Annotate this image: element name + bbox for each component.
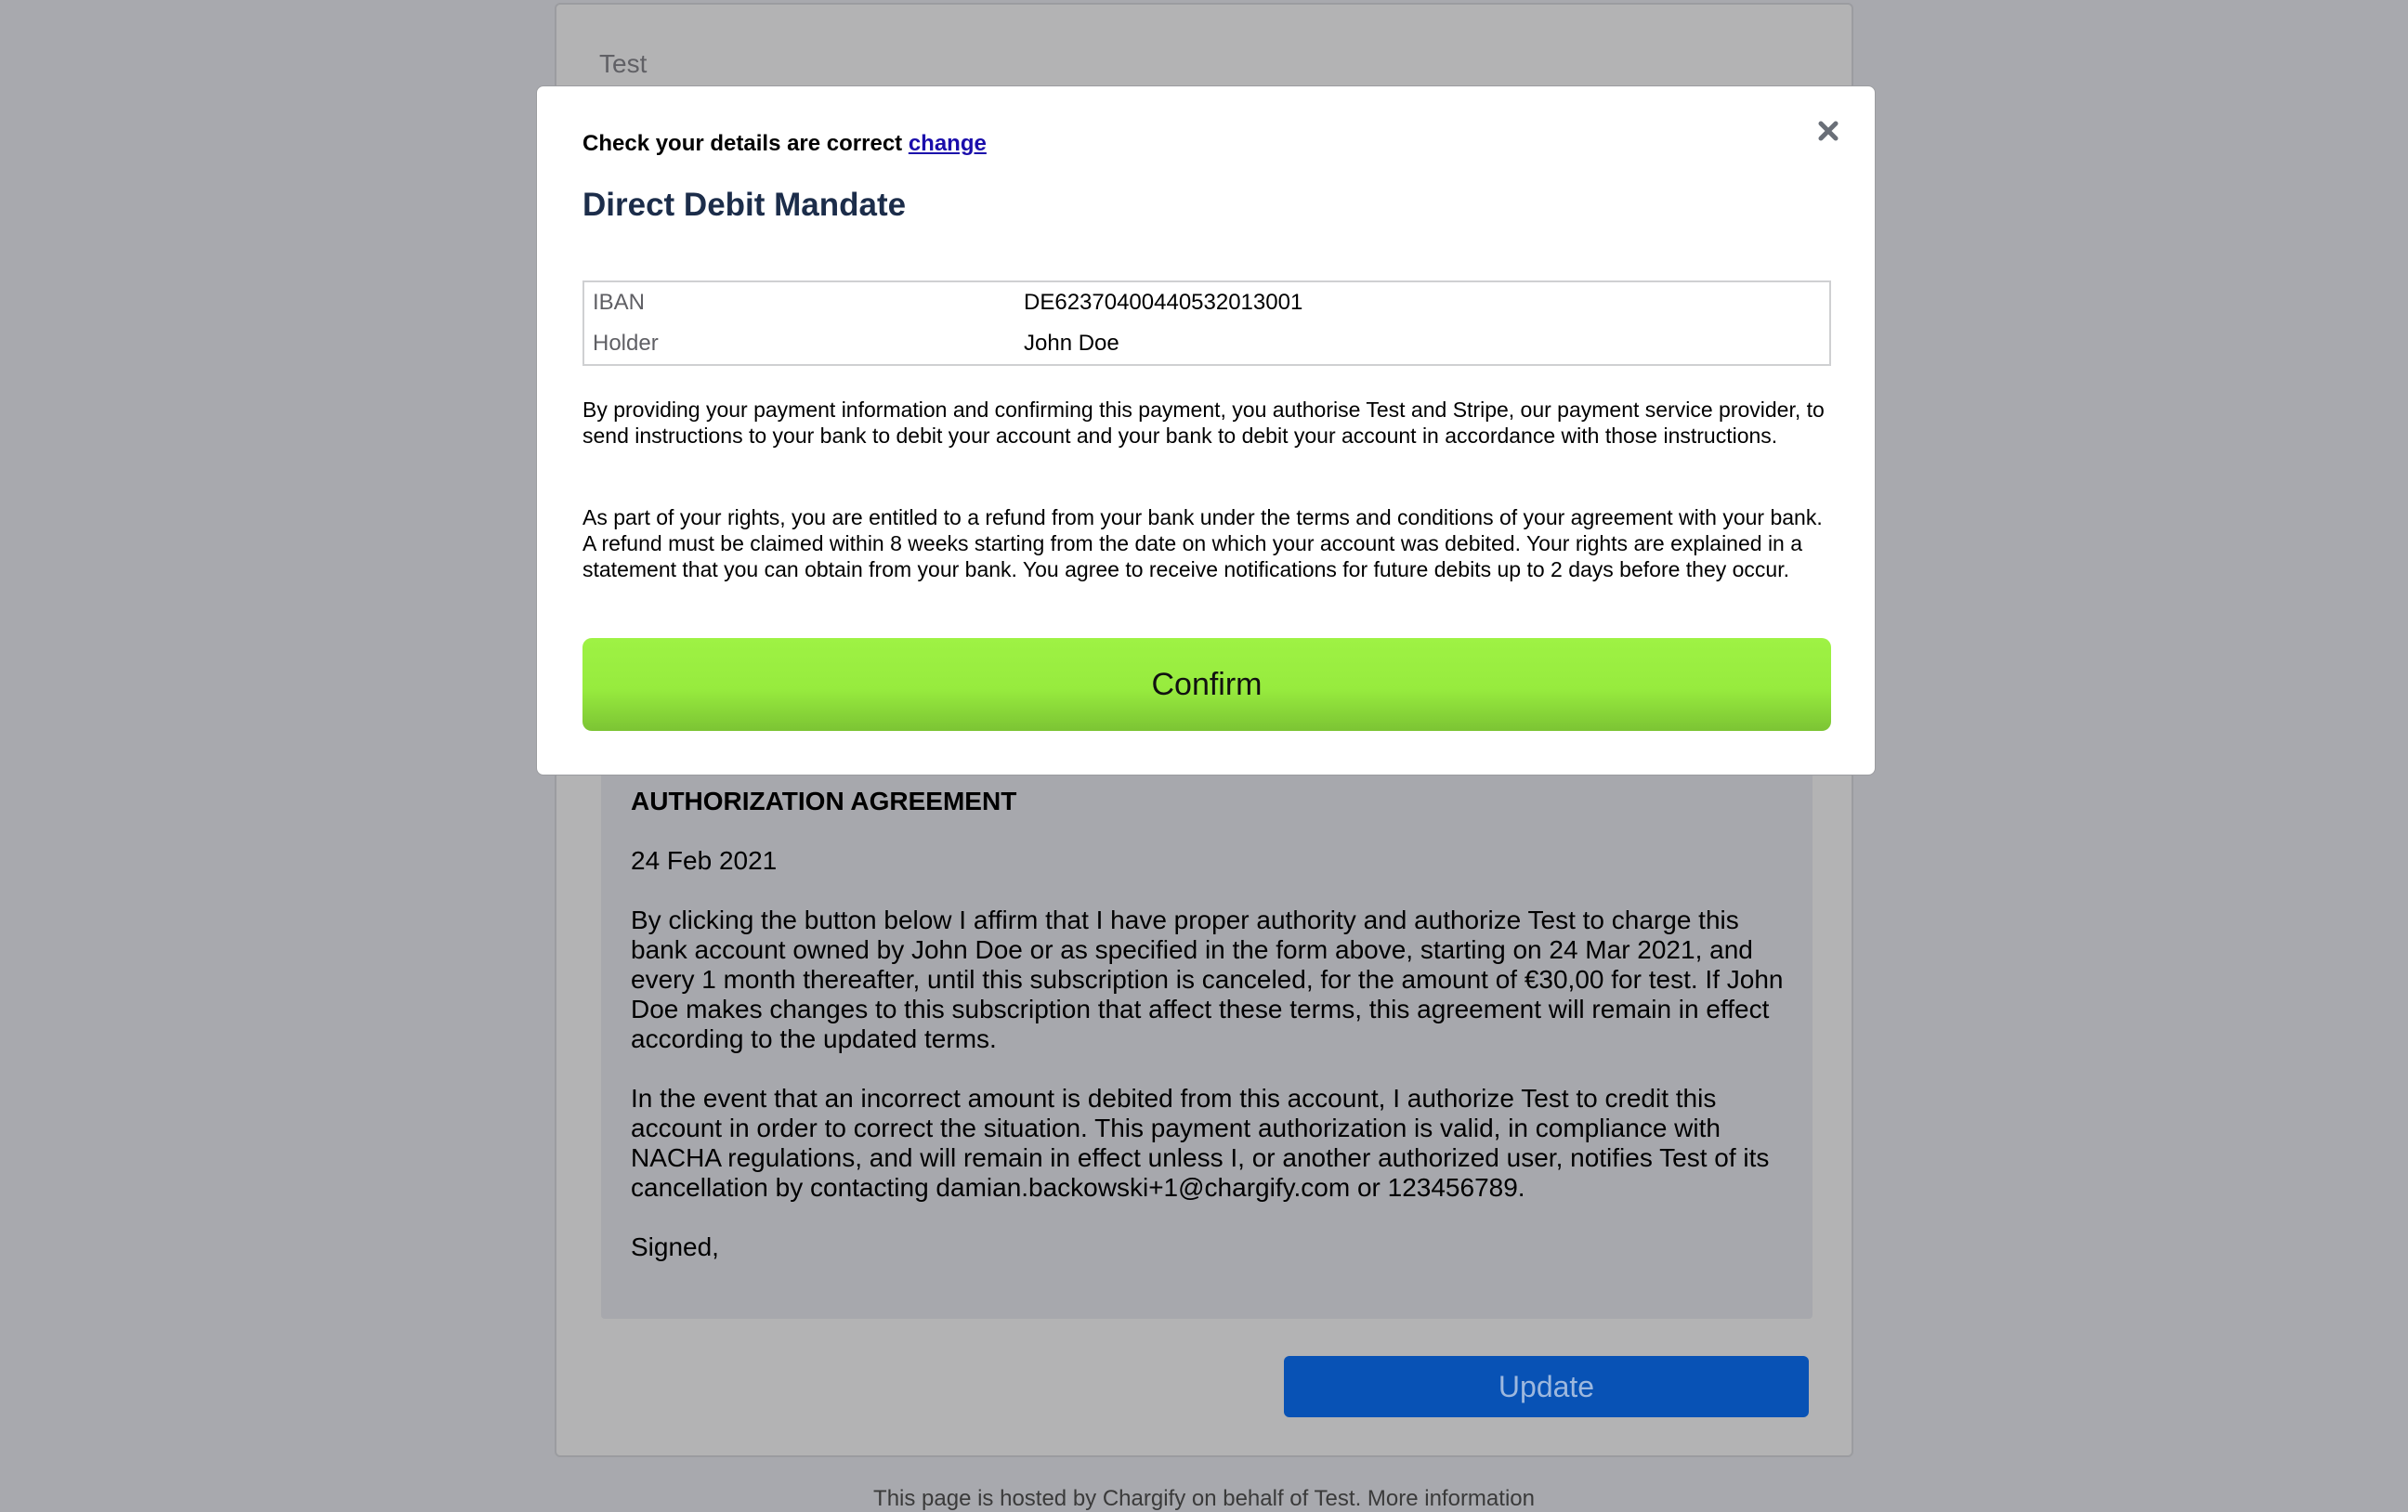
- direct-debit-modal: [536, 85, 1876, 776]
- mandate-text: By providing your payment information and confirming this payment, you authorise Test and Stripe, our payment service provider, to send instructions to your bank to debit your account and your bank to debit your account in accordance with those instructions.: [582, 398, 1825, 448]
- change-link[interactable]: change: [908, 131, 987, 156]
- agreement-heading: AUTHORIZATION AGREEMENT: [631, 787, 1017, 815]
- iban-value: DE62370400440532013001: [1024, 290, 1303, 315]
- footer-text: This page is hosted by Chargify on behalf of Test. More information: [873, 1486, 1535, 1511]
- holder-label: Holder: [593, 331, 659, 356]
- update-button[interactable]: Update: [1284, 1356, 1809, 1417]
- agreement-date: 24 Feb 2021: [631, 846, 778, 875]
- table-row: [583, 323, 1830, 365]
- agreement-paragraph: By clicking the button below I affirm that I have proper authority and authorize Test to charge this bank account owned by John Doe or as specified in the form above, starting on 24 Mar 2021, and every 1 month thereafter, until this subscription is canceled, for the amount of €30,00 for test. If John Doe makes changes to this subscription that affect these terms, this agreement will remain in effect according to the updated terms.: [631, 906, 1784, 1053]
- holder-value: John Doe: [1024, 331, 1119, 356]
- agreement-paragraph: In the event that an incorrect amount is debited from this account, I authorize Test to credit this account in order to correct the situation. This payment authorization is valid, in compliance with NACHA regulations, and will remain in effect unless I, or another authorized user, notifies Test of its cancellation by contacting damian.backowski+1@chargify.com or 123456789.: [631, 1084, 1770, 1202]
- mandate-details-table: [582, 280, 1831, 366]
- page-title: Test: [599, 49, 648, 78]
- modal-subtitle: [582, 131, 987, 157]
- confirm-button[interactable]: Confirm: [582, 638, 1831, 731]
- table-row: [583, 281, 1830, 323]
- close-icon[interactable]: [1810, 112, 1847, 150]
- modal-title: Direct Debit Mandate: [582, 187, 907, 223]
- agreement-signed: Signed,: [631, 1232, 719, 1261]
- mandate-rights-text: As part of your rights, you are entitled to a refund from your bank under the terms and conditions of your agreement with your bank. A refund must be claimed within 8 weeks starting from the date on which your account was debited. Your rights are explained in a statement that you can obtain from your bank. You agree to receive notifications for future debits up to 2 days before they occur.: [582, 505, 1823, 581]
- modal-subtitle-text: Check your details are correct: [582, 131, 903, 156]
- iban-label: IBAN: [593, 290, 646, 315]
- authorization-agreement: [601, 727, 1813, 1319]
